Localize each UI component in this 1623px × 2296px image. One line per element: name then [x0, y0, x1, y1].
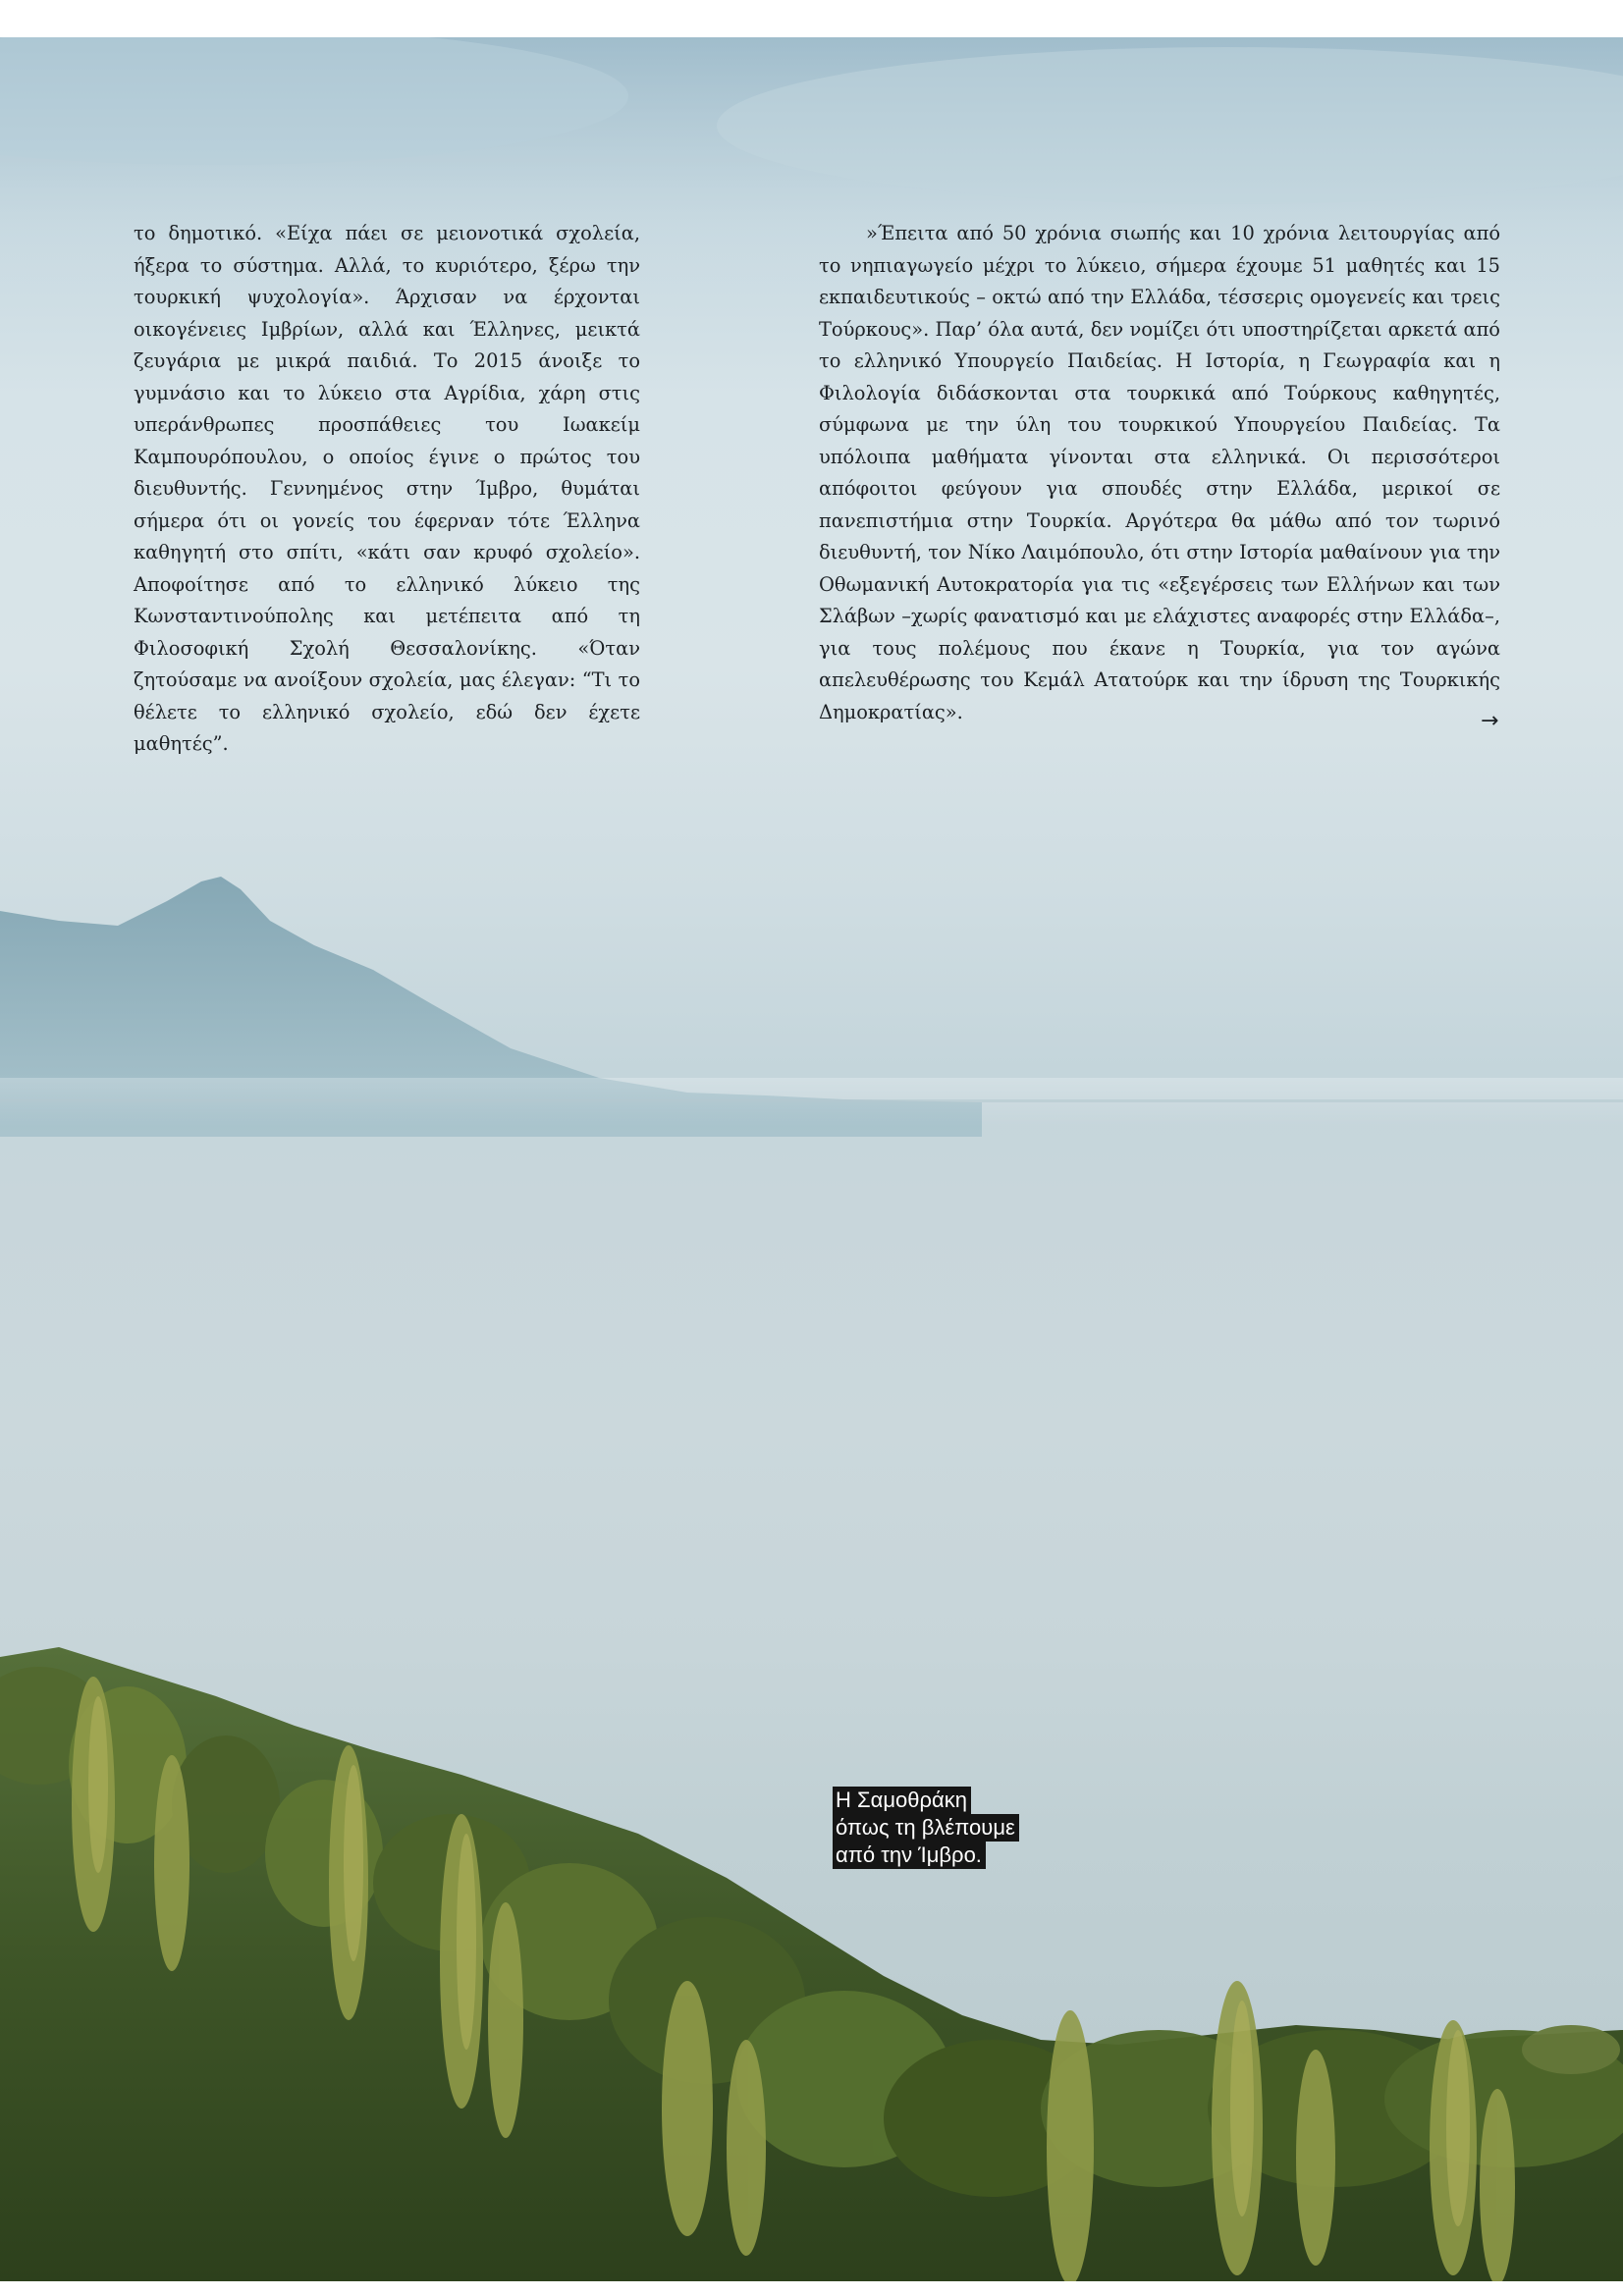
right-column-text: »Έπειτα από 50 χρόνια σιωπής και 10 χρόνια λειτουργίας από το νηπιαγωγείο μέχρι το λύκειο, σήμερα έχουμε 51 μαθητές και 15 εκπαιδευτικούς – οκτώ από την Ελλάδα, τέσσερις ομογενείς και τρεις Τούρκους». Παρ’ όλα αυτά, δεν νομίζει ότι υποστηρίζεται αρκετά από το ελληνικό Υπουργείο Παιδείας. Η Ιστορία, η Γεωγραφία και η Φιλολογία διδάσκονται στα τουρκικά από Τούρκους καθηγητές, σύμφωνα με την ύλη του τουρκικού Υπουργείου Παιδείας. Τα υπόλοιπα μαθήματα γίνονται στα ελληνικά. Οι περισσότεροι απόφοιτοι φεύγουν για σπουδές στην Ελλάδα, μερικοί σε πανεπιστήμια στην Τουρκία. Αργότερα θα μάθω από τον τωρινό διευθυντή, τον Νίκο Λαιμόπουλο, ότι στην Ιστορία μαθαίνουν για την Οθωμανική Αυτοκρατορία για τις «εξεγέρσεις των Ελλήνων και των Σλάβων –χωρίς φανατισμό και με ελάχιστες αναφορές στην Ελλάδα–, για τους πολέμους που έκανε η Τουρκία, για τον αγώνα απελευθέρωσης του Κεμάλ Ατατούρκ και την ίδρυση της Τουρκικής Δημοκρατίας».	[819, 222, 1500, 723]
caption-line-2: όπως τη βλέπουμε	[833, 1814, 1019, 1842]
caption-line-1: Η Σαμοθράκη	[833, 1787, 971, 1814]
continue-arrow-icon: →	[1481, 709, 1499, 733]
article-column-left	[134, 218, 640, 761]
caption-line-3: από την Ίμβρο.	[833, 1842, 986, 1869]
left-column-text: το δημοτικό. «Είχα πάει σε μειονοτικά σχολεία, ήξερα το σύστημα. Αλλά, το κυριότερο, ξέρω την τουρκική ψυχολογία». Άρχισαν να έρχονται οικογένειες Ιμβρίων, αλλά και Έλληνες, μεικτά ζευγάρια με μικρά παιδιά. Το 2015 άνοιξε το γυμνάσιο και το λύκειο στα Αγρίδια, χάρη στις υπεράνθρωπες προσπάθειες του Ιωακείμ Καμπουρόπουλου, ο οποίος έγινε ο πρώτος του διευθυντής. Γεννημένος στην Ίμβρο, θυμάται σήμερα ότι οι γονείς του έφερναν τότε Έλληνα καθηγητή στο σπίτι, «κάτι σαν κρυφό σχολείο». Αποφοίτησε από το ελληνικό λύκειο της Κωνσταντινούπολης και μετέπειτα από τη Φιλοσοφική Σχολή Θεσσαλονίκης. «Όταν ζητούσαμε να ανοίξουν σχολεία, μας έλεγαν: “Τι το θέλετε το ελληνικό σχολείο, εδώ δεν έχετε μαθητές”.	[134, 222, 640, 755]
article-column-right	[819, 218, 1500, 728]
photo-caption	[833, 1787, 1088, 1869]
